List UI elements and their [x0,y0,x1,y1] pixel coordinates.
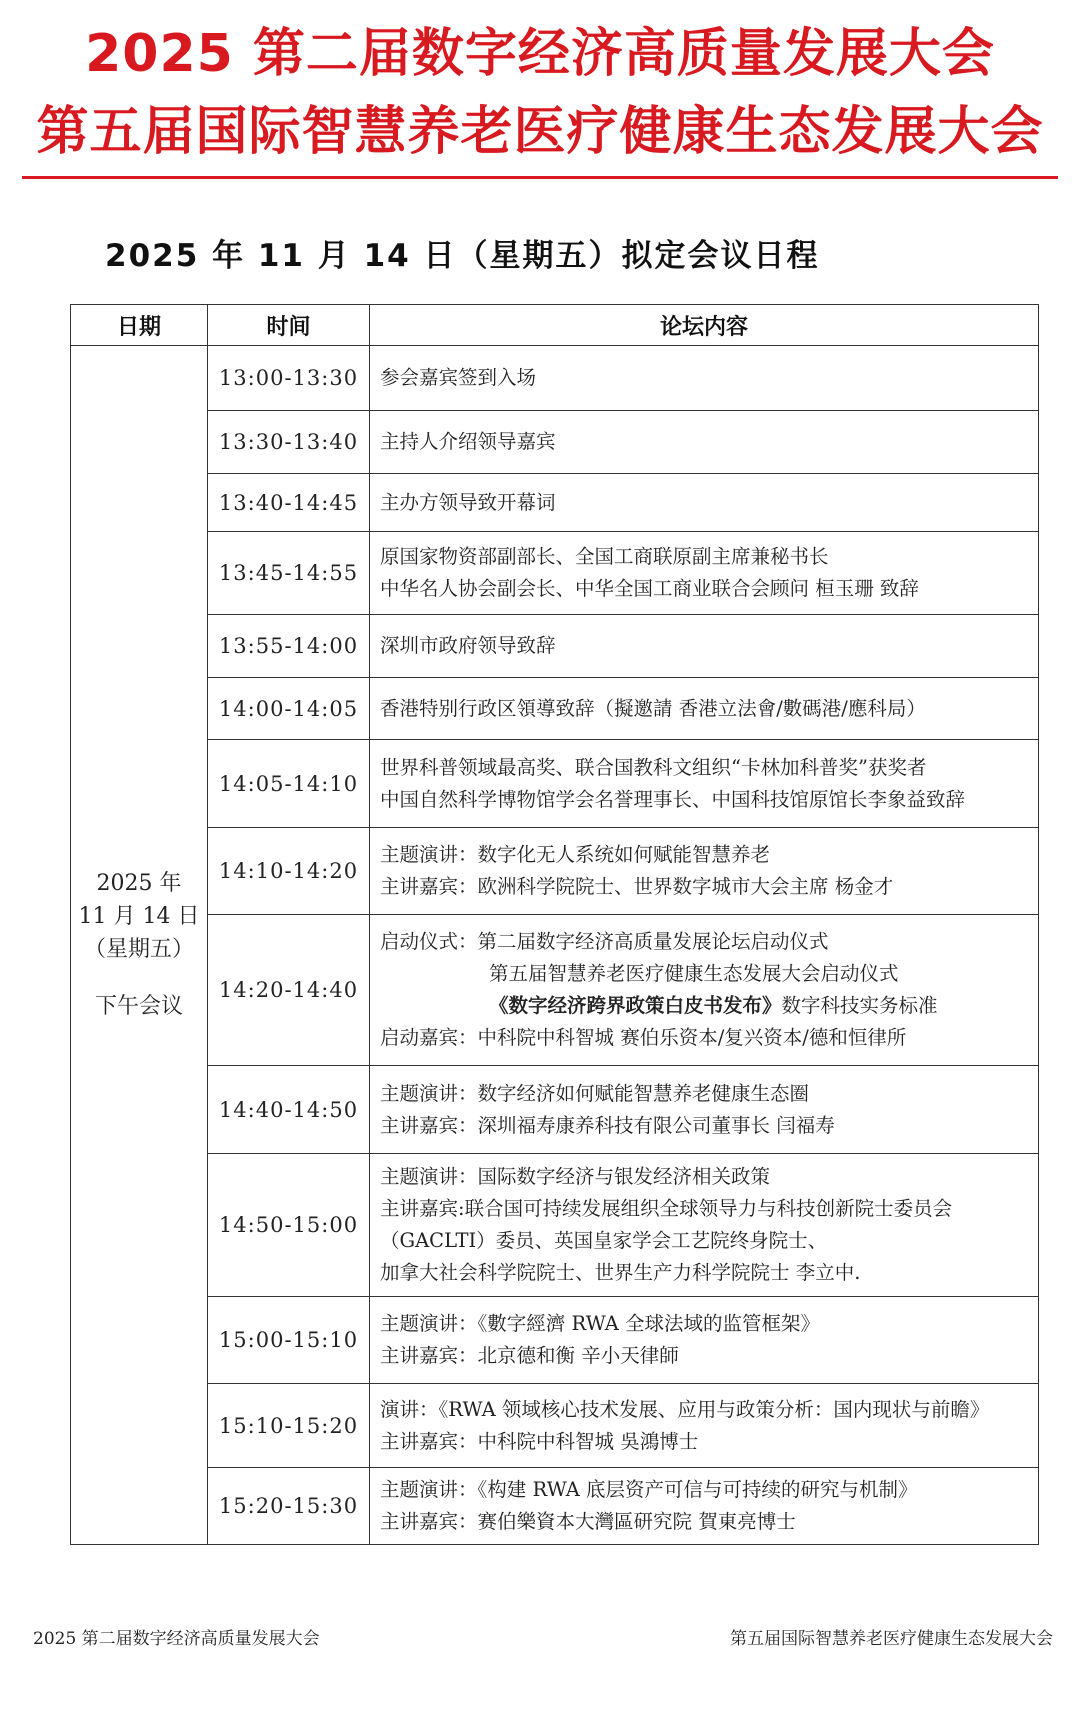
content-cell [370,615,1039,678]
content-line: 主办方领导致开幕词 [380,490,556,514]
content-line: 主讲嘉宾：北京德和衡 辛小天律師 [380,1344,679,1367]
content-line: 中国自然科学博物馆学会名誉理事长、中国科技馆原馆长李象益致辞 [380,787,966,811]
time-cell: 14:50-15:00 [208,1154,370,1297]
content-line: 主题演讲：国际数字经济与银发经济相关政策 [380,1165,771,1188]
launch-line-4: 启动嘉宾：中科院中科智城 赛伯乐资本/复兴资本/德和恒律所 [380,1026,907,1049]
date-cell-spacer [71,966,207,990]
content-cell [370,915,1039,1066]
content-cell [370,1297,1039,1384]
table-row [71,1384,1039,1468]
content-line: 深圳市政府领导致辞 [380,634,556,657]
content-cell [370,1066,1039,1154]
content-line: 主讲嘉宾：赛伯樂資本大灣區研究院 賀東亮博士 [380,1510,796,1533]
date-cell-weekday: （星期五） [83,937,194,962]
table-row [71,1066,1039,1154]
content-line: 演讲：《RWA 领域核心技术发展、应用与政策分析：国内现状与前瞻》 [380,1397,990,1421]
table-row [71,411,1039,474]
table-row [71,678,1039,740]
date-cell-session: 下午会议 [94,994,183,1019]
table-row [71,1154,1039,1297]
time-cell: 13:40-14:45 [208,474,370,532]
time-cell: 15:10-15:20 [208,1384,370,1468]
content-line: 主题演讲：数字经济如何赋能智慧养老健康生态圈 [380,1081,810,1105]
content-line: 主讲嘉宾：欧洲科学院院士、世界数字城市大会主席 杨金才 [380,875,894,898]
content-line: 主题演讲：《构建 RWA 底层资产可信与可持续的研究与机制》 [380,1478,918,1501]
title-divider [22,176,1058,179]
table-row [71,1468,1039,1545]
footer-left: 2025 第二届数字经济高质量发展大会 [33,1629,320,1649]
launch-line-1: 启动仪式：第二届数字经济高质量发展论坛启动仪式 [380,930,829,953]
table-row [71,615,1039,678]
content-cell [370,678,1039,740]
content-cell [370,740,1039,828]
title-line-1: 2025 第二届数字经济高质量发展大会 [85,24,995,84]
time-cell: 13:00-13:30 [208,346,370,411]
header-content: 论坛内容 [370,305,1039,346]
table-row [71,915,1039,1066]
content-cell [370,1154,1039,1297]
time-cell: 15:00-15:10 [208,1297,370,1384]
time-cell: 14:40-14:50 [208,1066,370,1154]
schedule-table [70,304,1039,1545]
launch-line-3-rest: 数字科技实务标准 [781,994,938,1017]
content-cell [370,346,1039,411]
content-cell [370,474,1039,532]
table-row [71,740,1039,828]
table-row [71,532,1039,615]
time-cell: 13:30-13:40 [208,411,370,474]
header-time: 时间 [208,305,370,346]
content-line: 香港特别行政区領導致辞（擬邀請 香港立法會/數碼港/應科局） [380,696,926,720]
launch-line-2: 第五届智慧养老医疗健康生态发展大会启动仪式 [489,962,899,985]
content-line: 原国家物资部副部长、全国工商联原副主席兼秘书长 [380,545,829,568]
time-cell: 13:45-14:55 [208,532,370,615]
table-row [71,346,1039,411]
content-line: （GACLTI）委员、英国皇家学会工艺院终身院士、 [380,1229,828,1252]
table-row [71,1297,1039,1384]
content-line: 世界科普领域最高奖、联合国教科文组织“卡林加科普奖”获奖者 [380,755,927,779]
content-line: 参会嘉宾签到入场 [380,366,537,389]
content-line: 主题演讲：数字化无人系统如何赋能智慧养老 [380,843,771,866]
table-row [71,474,1039,532]
time-cell: 14:10-14:20 [208,828,370,915]
content-cell [370,828,1039,915]
time-cell: 14:20-14:40 [208,915,370,1066]
content-line: 主题演讲：《數字經濟 RWA 全球法域的监管框架》 [380,1312,821,1335]
content-line: 主讲嘉宾：深圳福寿康养科技有限公司董事长 闫福寿 [380,1113,835,1137]
table-row [71,828,1039,915]
schedule-title: 2025 年 11 月 14 日（星期五）拟定会议日程 [105,238,820,274]
content-line: 主讲嘉宾：中科院中科智城 吳鴻博士 [380,1429,699,1453]
content-line: 主持人介绍领导嘉宾 [380,430,556,453]
footer-right: 第五届国际智慧养老医疗健康生态发展大会 [730,1629,1053,1649]
content-cell [370,1468,1039,1545]
content-line: 中华名人协会副会长、中华全国工商业联合会顾问 桓玉珊 致辞 [380,577,919,600]
time-cell: 13:55-14:00 [208,615,370,678]
content-line: 主讲嘉宾:联合国可持续发展组织全球领导力与科技创新院士委员会 [380,1197,953,1220]
table-header-row [71,305,1039,346]
whitepaper-release: 《数字经济跨界政策白皮书发布》 [489,994,782,1017]
content-cell [370,411,1039,474]
content-cell [370,532,1039,615]
content-line: 加拿大社会科学院院士、世界生产力科学院院士 李立中. [380,1261,861,1284]
date-cell-month-day: 11 月 14 日 [78,904,200,929]
header-date: 日期 [71,305,208,346]
launch-line-3 [380,990,1028,1022]
title-line-2: 第五届国际智慧养老医疗健康生态发展大会 [36,102,1044,162]
content-cell [370,1384,1039,1468]
time-cell: 15:20-15:30 [208,1468,370,1545]
time-cell: 14:05-14:10 [208,740,370,828]
date-cell [71,346,208,1545]
date-cell-year: 2025 年 [96,871,182,896]
time-cell: 14:00-14:05 [208,678,370,740]
